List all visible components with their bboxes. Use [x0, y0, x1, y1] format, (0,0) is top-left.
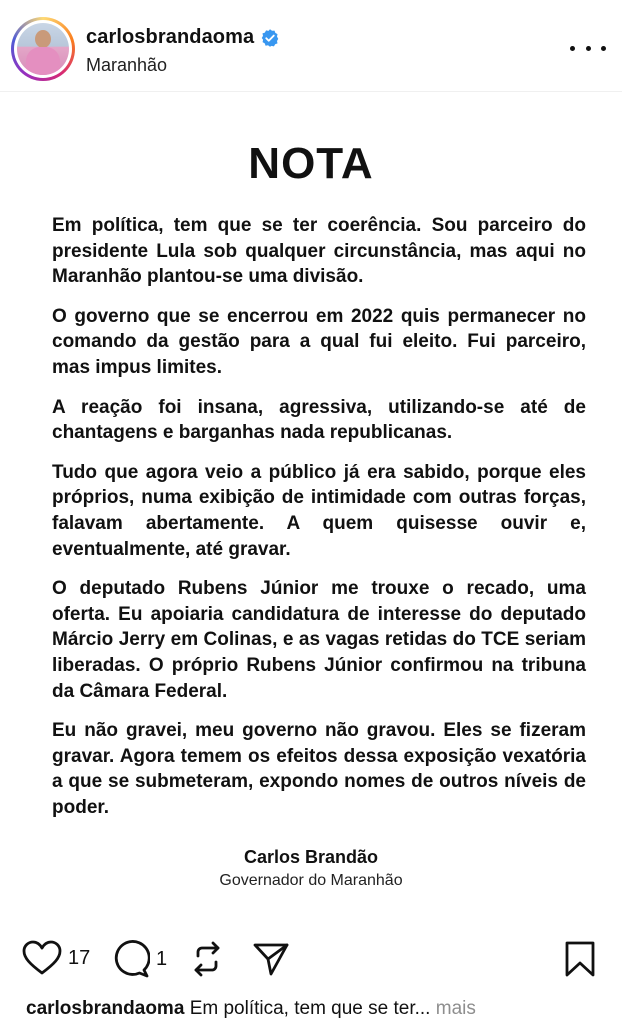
caption-username[interactable]: carlosbrandaoma	[26, 998, 185, 1019]
note-body	[52, 213, 586, 834]
action-bar	[0, 936, 622, 984]
comment-count[interactable]: 1	[156, 947, 168, 970]
avatar-head	[35, 30, 51, 48]
share-icon[interactable]	[252, 940, 290, 978]
note-paragraph: Em política, tem que se ter coerência. Sou parceiro do presidente Lula sob qualquer circunstância, mas aqui no Maranhão plantou-se uma divisão.	[52, 215, 586, 288]
more-options-icon[interactable]	[570, 40, 606, 56]
heart-icon[interactable]	[22, 940, 62, 976]
more-dot	[570, 46, 575, 51]
caption	[26, 998, 616, 1020]
share-group	[252, 940, 290, 978]
caption-text: Em política, tem que se ter...	[189, 998, 431, 1019]
like-group	[22, 940, 90, 976]
verified-badge-icon	[260, 28, 280, 48]
bookmark-icon[interactable]	[564, 940, 596, 978]
username-row	[86, 26, 280, 49]
location-link[interactable]: Maranhão	[86, 55, 168, 75]
comment-icon[interactable]	[112, 940, 150, 978]
signature-role: Governador do Maranhão	[219, 872, 403, 889]
avatar-image	[17, 23, 69, 75]
caption-more-link[interactable]: mais	[435, 998, 476, 1019]
note-paragraph: O governo que se encerrou em 2022 quis permanecer no comando da gestão para a qual fui eleito. Fui parceiro, mas impus limites.	[52, 305, 586, 378]
note-title: NOTA	[248, 139, 374, 188]
avatar-border	[14, 20, 72, 78]
more-dot	[601, 46, 606, 51]
note-paragraph: O deputado Rubens Júnior me trouxe o recado, uma oferta. Eu apoiaria candidatura de interesse do deputado Márcio Jerry em Colinas, e as vagas retidas do TCE seriam liberadas. O próprio Rubens Júnior confirmou na tribuna da Câmara Federal.	[52, 578, 586, 702]
repost-group	[188, 940, 226, 978]
save-group	[564, 940, 596, 978]
post-image[interactable]	[0, 93, 622, 927]
avatar[interactable]	[11, 17, 75, 81]
note-paragraph: A reação foi insana, agressiva, utilizando-se até de chantagens e barganhas nada republicanas.	[52, 396, 586, 444]
post-header	[0, 0, 622, 92]
signature-name: Carlos Brandão	[243, 847, 379, 867]
repost-icon[interactable]	[188, 940, 226, 978]
signature	[0, 847, 622, 890]
like-count[interactable]: 17	[68, 946, 91, 969]
username[interactable]: carlosbrandaoma	[86, 26, 255, 48]
more-dot	[586, 46, 591, 51]
comment-group	[112, 940, 167, 978]
note-paragraph: Tudo que agora veio a público já era sabido, porque eles próprios, numa exibição de intimidade com outras forças, falavam abertamente. A quem quisesse ouvir e, eventualmente, até gravar.	[52, 461, 586, 560]
avatar-body	[26, 47, 60, 75]
note-paragraph: Eu não gravei, meu governo não gravou. Eles se fizeram gravar. Agora temem os efeitos dessa exposição vexatória a que se submeteram, expondo nomes de outros níveis de poder.	[52, 720, 586, 818]
